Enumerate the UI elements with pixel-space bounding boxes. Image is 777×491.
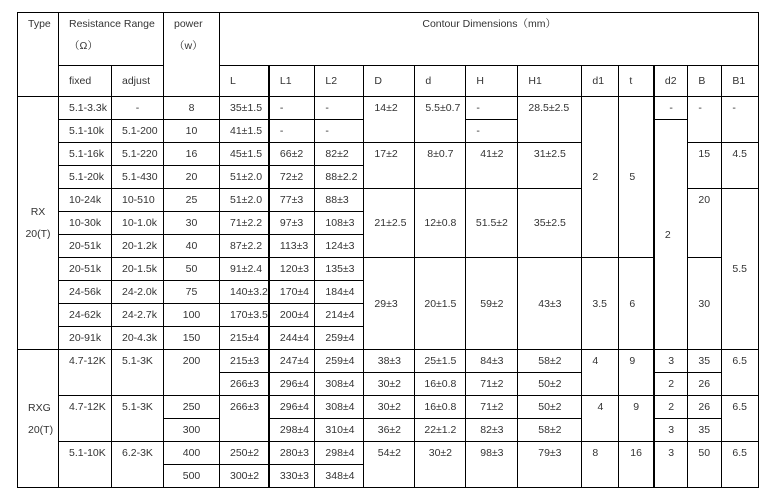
header-col-d2: d2 <box>654 66 688 97</box>
table-row: 5.1-10k 5.1-200 10 41±1.5 - - - 2 <box>18 120 759 143</box>
header-col-d: d <box>415 66 466 97</box>
resistance-range-unit: （Ω） <box>69 40 98 52</box>
table-row: 10-24k 10-510 25 51±2.0 77±3 88±3 21±2.5 12±0.8 51.5±2 35±2.5 20 5.5 <box>18 189 759 212</box>
table-row: 5.1-20k 5.1-430 20 51±2.0 72±2 88±2.2 <box>18 166 759 189</box>
table-row: 300 298±4 310±4 36±2 22±1.2 82±3 58±2 3 35 <box>18 419 759 442</box>
header-col-B1: B1 <box>722 66 759 97</box>
header-fixed: fixed <box>59 66 112 97</box>
header-type: Type <box>18 13 59 97</box>
table-row: 20-51k 20-1.2k 40 87±2.2 113±3 124±3 <box>18 235 759 258</box>
table-row: 10-30k 10-1.0k 30 71±2.2 97±3 108±3 <box>18 212 759 235</box>
table-row: 500 300±2 330±3 348±4 <box>18 465 759 488</box>
table-row: 24-62k 24-2.7k 100 170±3.5 200±4 214±4 <box>18 304 759 327</box>
table-row: 24-56k 24-2.0k 75 140±3.2 170±4 184±4 <box>18 281 759 304</box>
header-col-L1: L1 <box>269 66 315 97</box>
header-col-d1: d1 <box>582 66 619 97</box>
table-row: RX 20(T) 5.1-3.3k - 8 35±1.5 - - 14±2 5.5±0.7 - 28.5±2.5 2 5 - - - <box>18 97 759 120</box>
group-rxg: RXG 20(T) <box>18 350 59 488</box>
header-contour-dimensions: Contour Dimensions（mm） <box>220 13 759 66</box>
header-col-L2: L2 <box>315 66 364 97</box>
header-col-H: H <box>466 66 518 97</box>
table-row: 4.7-12K 5.1-3K 250 266±3 296±4 308±4 30±2 16±0.8 71±2 50±2 4 9 2 26 6.5 <box>18 396 759 419</box>
table-row: RXG 20(T) 4.7-12K 5.1-3K 200 215±3 247±4 259±4 38±3 25±1.5 84±3 58±2 4 9 3 35 6.5 <box>18 350 759 373</box>
resistance-range-label: Resistance Range <box>69 18 155 30</box>
header-adjust: adjust <box>112 66 164 97</box>
header-col-L: L <box>220 66 269 97</box>
power-unit: （w） <box>174 40 203 52</box>
header-col-t: t <box>619 66 654 97</box>
resistor-spec-table <box>17 12 759 488</box>
group-rx: RX 20(T) <box>18 97 59 350</box>
header-power <box>164 13 220 97</box>
table-row: 266±3 296±4 308±4 30±2 16±0.8 71±2 50±2 2 26 <box>18 373 759 396</box>
header-col-D: D <box>364 66 415 97</box>
table-row: 5.1-10K 6.2-3K 400 250±2 280±3 298±4 54±2 30±2 98±3 79±3 8 16 3 50 6.5 <box>18 442 759 465</box>
header-col-B: B <box>688 66 722 97</box>
header-resistance-range <box>59 13 164 66</box>
header-col-H1: H1 <box>518 66 582 97</box>
table-row: 20-51k 20-1.5k 50 91±2.4 120±3 135±3 29±3 20±1.5 59±2 43±3 3.5 6 30 <box>18 258 759 281</box>
table-row: 5.1-16k 5.1-220 16 45±1.5 66±2 82±2 17±2 8±0.7 41±2 31±2.5 15 4.5 <box>18 143 759 166</box>
table-row: 20-91k 20-4.3k 150 215±4 244±4 259±4 <box>18 327 759 350</box>
power-label: power <box>174 18 203 30</box>
